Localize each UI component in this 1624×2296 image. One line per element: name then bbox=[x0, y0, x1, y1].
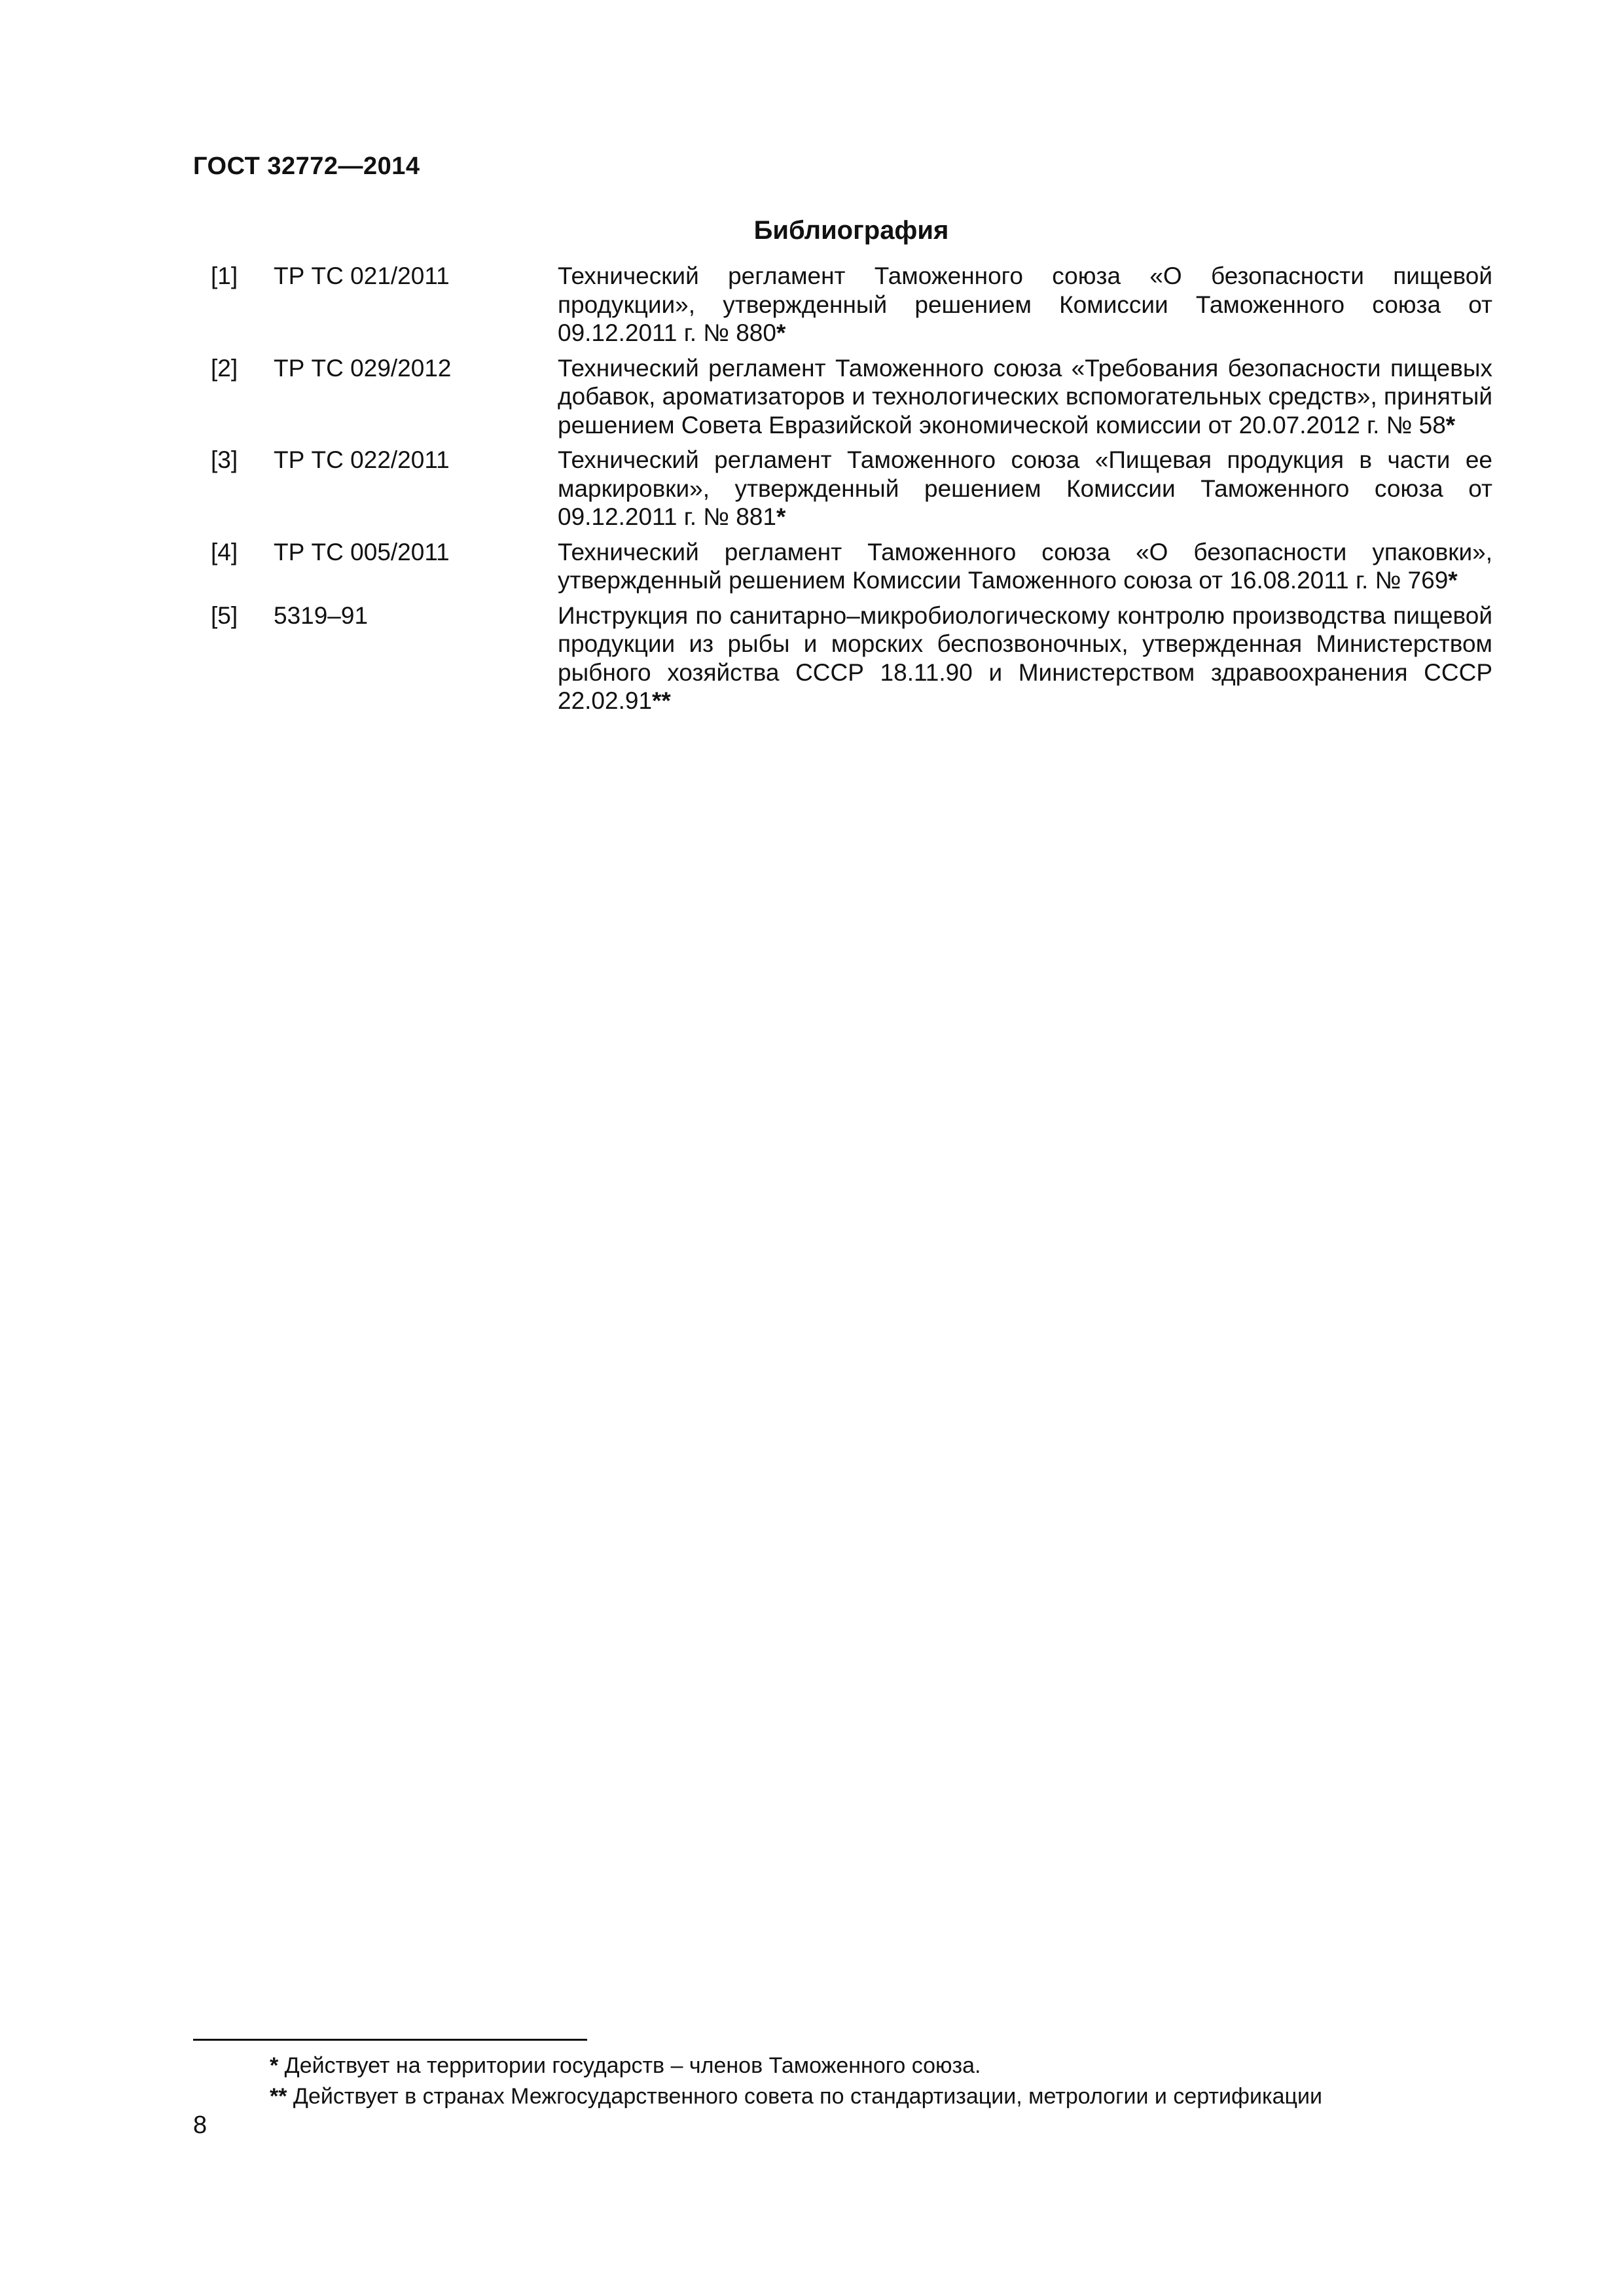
entry-code: ТР ТС 021/2011 bbox=[274, 262, 450, 289]
entry-footnote-mark: * bbox=[1445, 411, 1456, 439]
entry-description: Инструкция по санитарно–микробиологическому контролю производства пищевой продукции из рыбы и морских беспозвоночных, утвержденная Министерством рыбного хозяйства СССР 18.11.90 и Министерством здравоохранения СССР 22.02.91 bbox=[558, 601, 1492, 714]
page-number: 8 bbox=[193, 2111, 208, 2139]
footnote-mark: * bbox=[270, 2053, 279, 2078]
footnote bbox=[270, 2083, 1322, 2109]
entry-description-block bbox=[558, 354, 1492, 440]
entry-footnote-mark: * bbox=[1448, 567, 1458, 594]
footnote-text: Действует в странах Межгосударственного совета по стандартизации, метрологии и сертификации bbox=[287, 2084, 1322, 2109]
entry-description-block bbox=[558, 538, 1492, 595]
bibliography-title: Библиография bbox=[753, 216, 949, 245]
entry-number: [4] bbox=[211, 538, 238, 565]
bibliography-list bbox=[0, 262, 1624, 722]
entry-number: [1] bbox=[211, 262, 238, 289]
entry-footnote-mark: ** bbox=[652, 687, 671, 714]
entry-description-block bbox=[558, 446, 1492, 531]
entry-code: ТР ТС 029/2012 bbox=[274, 354, 452, 382]
bibliography-entry bbox=[0, 538, 1624, 595]
entry-code: ТР ТС 022/2011 bbox=[274, 446, 450, 473]
footnote-mark: ** bbox=[270, 2084, 287, 2109]
entry-footnote-mark: * bbox=[776, 319, 786, 346]
footnote-separator bbox=[193, 2039, 587, 2041]
entry-number: [2] bbox=[211, 354, 238, 382]
bibliography-entry bbox=[0, 601, 1624, 715]
bibliography-entry bbox=[0, 446, 1624, 531]
entry-description: Технический регламент Таможенного союза «Требования безопасности пищевых добавок, ароматизаторов и технологических вспомогательных средств», принятый решением Совета Евразийской экономической комиссии от 20.07.2012 г. № 58 bbox=[558, 354, 1492, 439]
entry-code: ТР ТС 005/2011 bbox=[274, 538, 450, 565]
entry-number: [3] bbox=[211, 446, 238, 473]
entry-number: [5] bbox=[211, 601, 238, 629]
entry-footnote-mark: * bbox=[776, 503, 786, 530]
bibliography-entry bbox=[0, 354, 1624, 440]
entry-description: Технический регламент Таможенного союза «Пищевая продукция в части ее маркировки», утвержденный решением Комиссии Таможенного союза от 09.12.2011 г. № 881 bbox=[558, 446, 1492, 530]
footnote-text: Действует на территории государств – членов Таможенного союза. bbox=[278, 2053, 981, 2078]
entry-description: Технический регламент Таможенного союза «О безопасности пищевой продукции», утвержденный решением Комиссии Таможенного союза от 09.12.2011 г. № 880 bbox=[558, 262, 1492, 346]
document-code: ГОСТ 32772—2014 bbox=[193, 152, 420, 180]
bibliography-entry bbox=[0, 262, 1624, 348]
entry-description-block bbox=[558, 601, 1492, 715]
entry-description: Технический регламент Таможенного союза «О безопасности упаковки», утвержденный решением Комиссии Таможенного союза от 16.08.2011 г. № 769 bbox=[558, 538, 1492, 594]
entry-code: 5319–91 bbox=[274, 601, 369, 629]
footnote bbox=[270, 2053, 981, 2079]
entry-description-block bbox=[558, 262, 1492, 348]
